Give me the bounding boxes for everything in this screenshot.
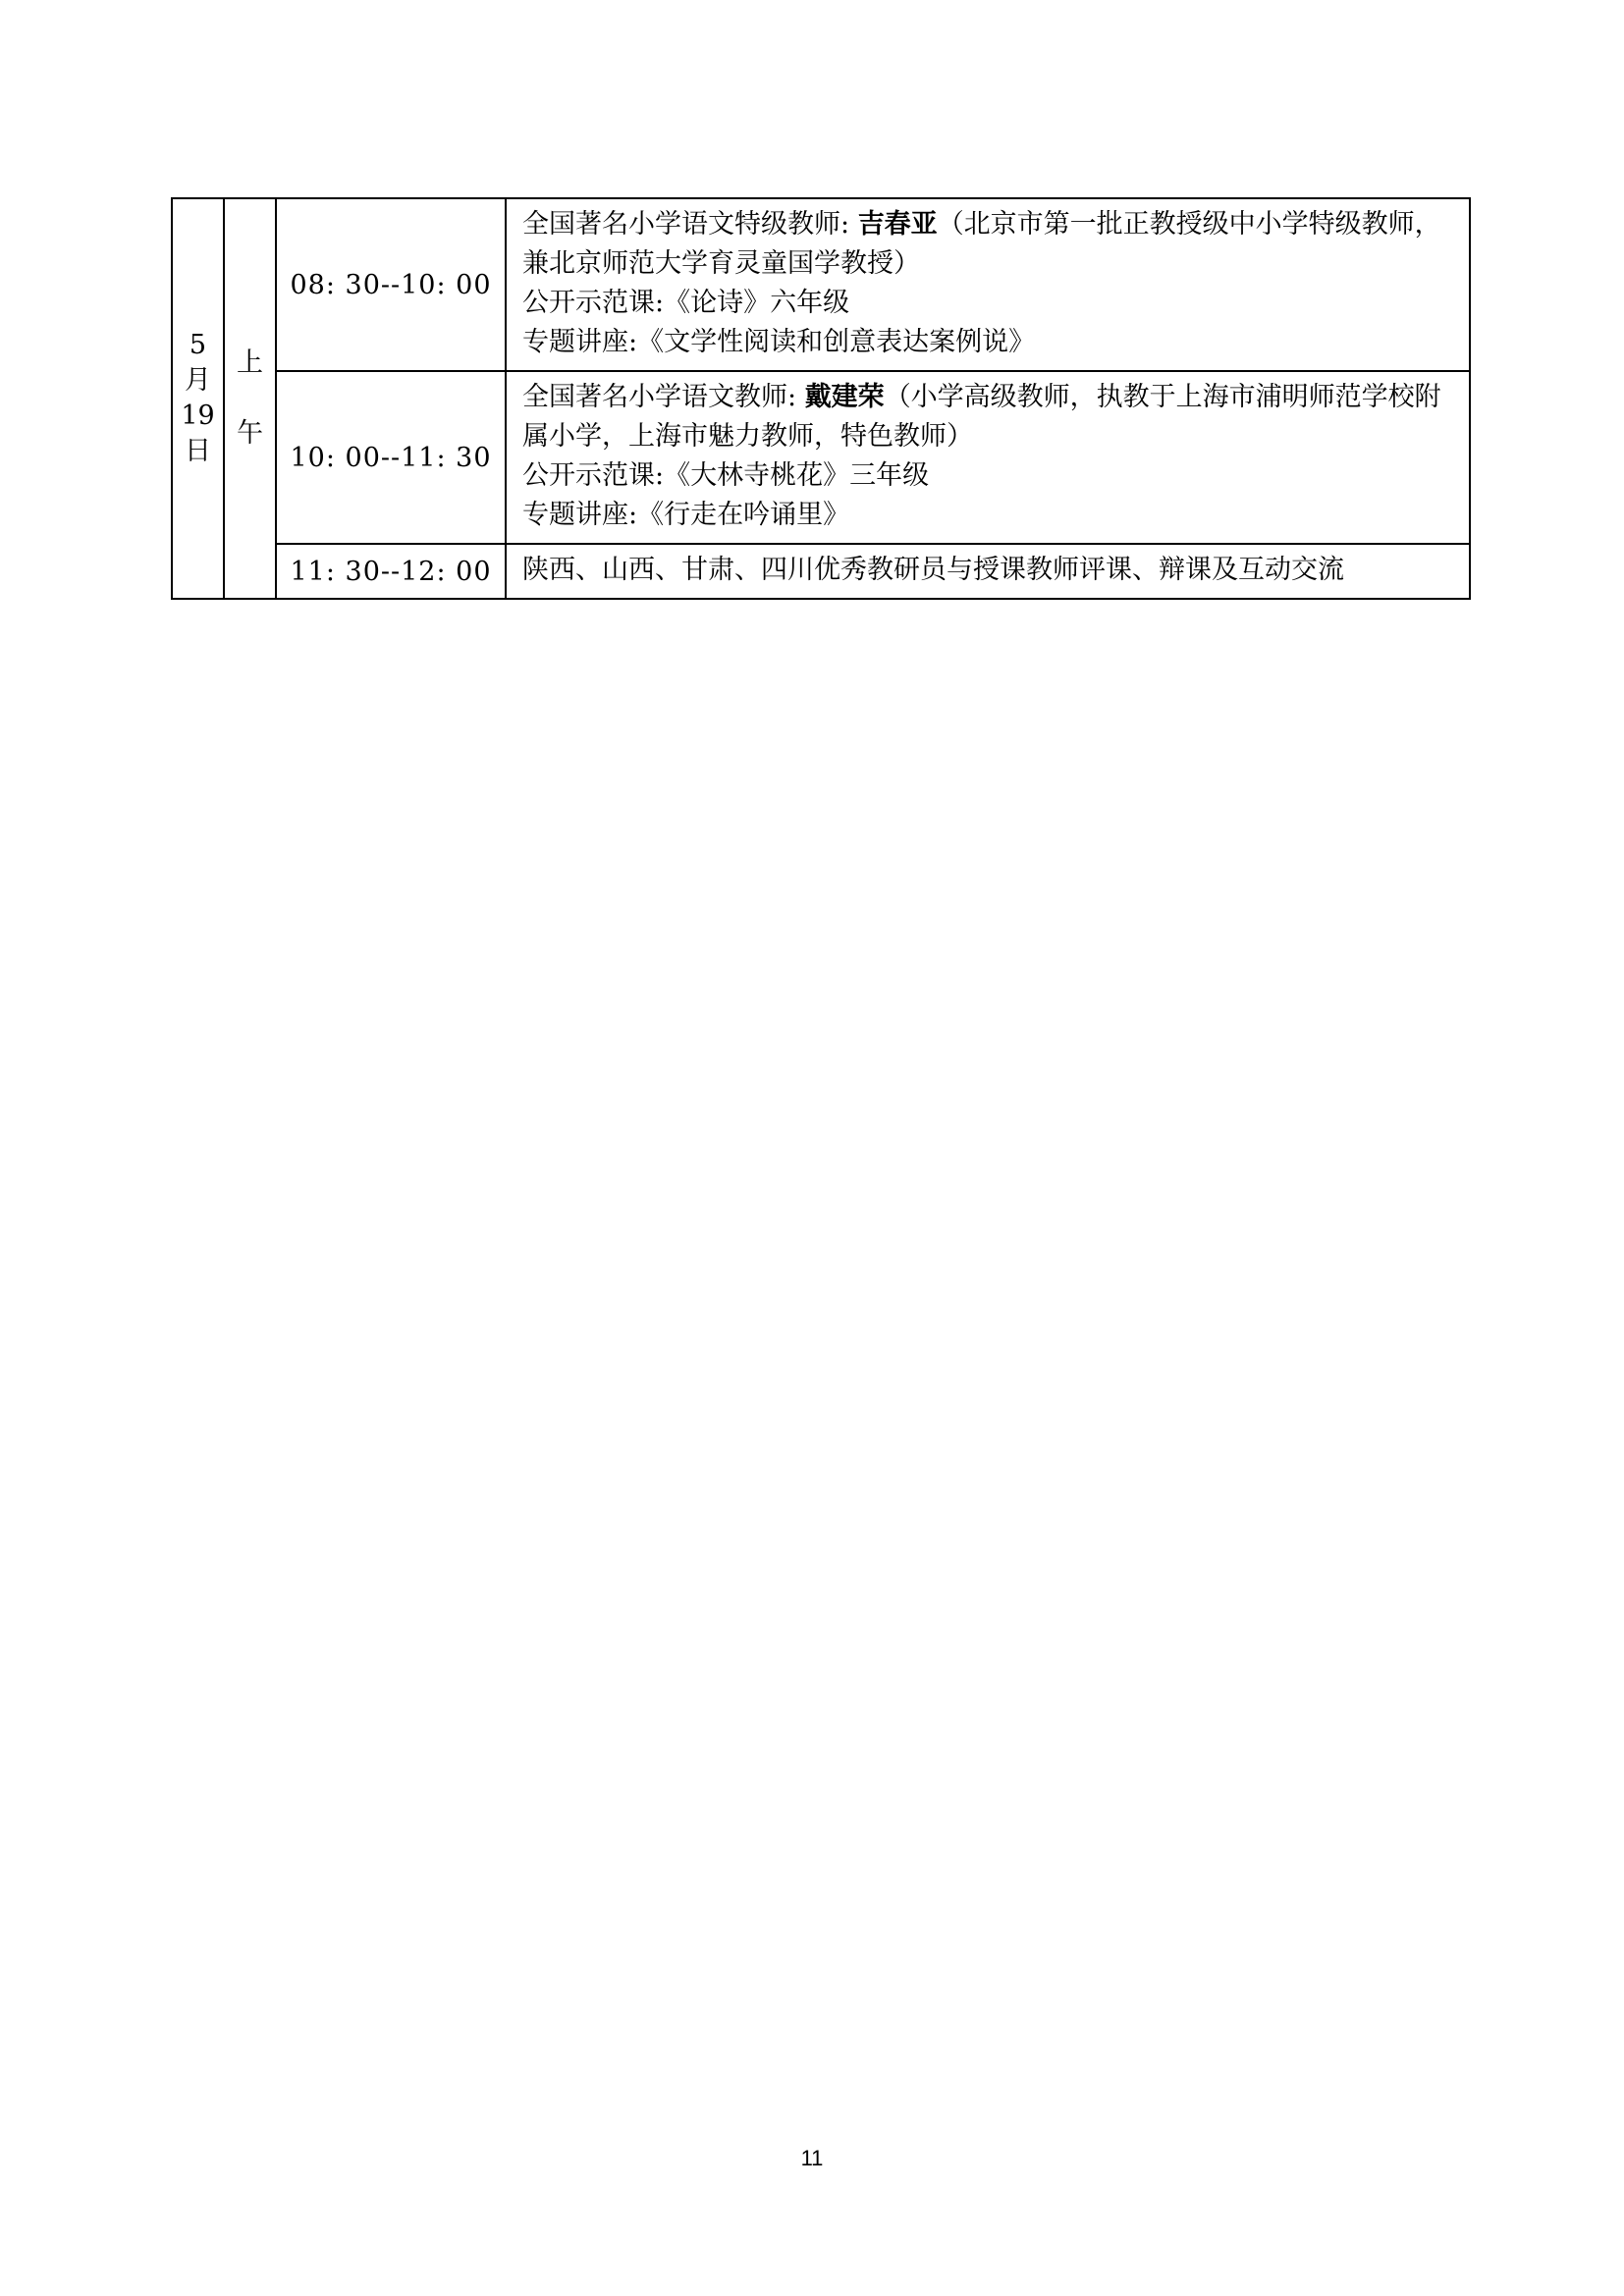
half-day-char: 上 — [237, 347, 263, 378]
teacher-intro — [522, 378, 1455, 456]
session-row — [172, 544, 1470, 599]
date-char: 19 — [181, 400, 215, 431]
date-char: 日 — [185, 436, 211, 466]
lecture-topic: 专题讲座:《文学性阅读和创意表达案例说》 — [522, 327, 1036, 357]
session-time: 11: 30--12: 00 — [276, 544, 506, 599]
half-day-cell — [224, 198, 276, 599]
page-number: 11 — [800, 2146, 824, 2170]
half-day-char: 午 — [237, 418, 263, 449]
session-content — [506, 371, 1470, 544]
teacher-intro — [522, 205, 1455, 284]
date-char: 月 — [185, 365, 211, 396]
intro-prefix: 全国著名小学语文教师: — [522, 382, 805, 412]
session-time: 10: 00--11: 30 — [276, 371, 506, 544]
intro-suffix: （北京市第一批正教授级中小学特级教师，兼北京师范大学育灵童国学教授） — [522, 209, 1441, 279]
schedule-table — [171, 197, 1471, 600]
teacher-name: 戴建荣 — [804, 382, 885, 412]
lecture-topic: 专题讲座:《行走在吟诵里》 — [522, 500, 850, 530]
date-char: 5 — [189, 330, 207, 360]
session-row — [172, 198, 1470, 371]
teacher-name: 吉春亚 — [857, 209, 938, 240]
demo-lesson: 公开示范课:《论诗》六年级 — [522, 288, 850, 318]
session-time: 08: 30--10: 00 — [276, 198, 506, 371]
intro-suffix: （小学高级教师，执教于上海市浦明师范学校附属小学，上海市魅力教师，特色教师） — [522, 382, 1441, 452]
date-cell — [172, 198, 224, 599]
session-content — [506, 198, 1470, 371]
demo-lesson: 公开示范课:《大林寺桃花》三年级 — [522, 460, 930, 491]
session-row — [172, 371, 1470, 544]
intro-prefix: 全国著名小学语文特级教师: — [522, 209, 858, 240]
session-activity: 陕西、山西、甘肃、四川优秀教研员与授课教师评课、辩课及互动交流 — [506, 544, 1470, 599]
